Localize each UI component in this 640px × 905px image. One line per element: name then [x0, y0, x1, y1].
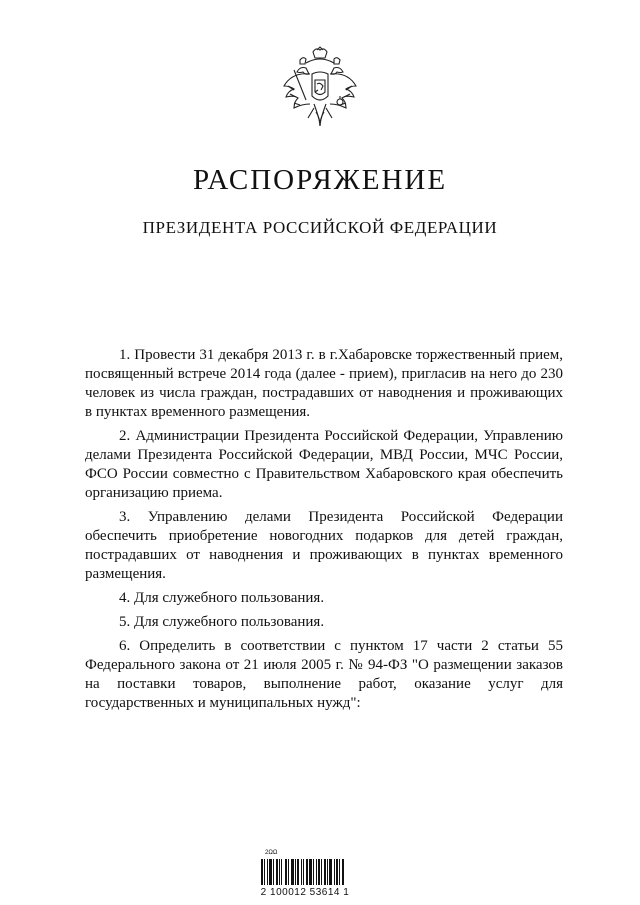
paragraph-2: 2. Администрации Президента Российской Федерации, Управлению делами Президента Российской Федерации, МВД России, МЧС России, ФСО России совместно с Правительством Хабаровского края обеспечить организацию приема. — [85, 428, 563, 501]
document-title: РАСПОРЯЖЕНИЕ — [192, 164, 448, 196]
paragraph-6: 6. Определить в соответствии с пунктом 17 части 2 статьи 55 Федерального закона от 21 июля 2005 г. № 94-ФЗ "О размещении заказов на поставки товаров, выполнение работ, оказание услуг для государственных и муниципальных нужд": — [85, 638, 563, 711]
barcode — [255, 850, 355, 898]
paragraph-4: 4. Для служебного пользования. — [119, 590, 325, 606]
barcode-top-text: 2ΩΩ — [265, 850, 278, 856]
barcode-bars — [261, 859, 349, 885]
coat-of-arms-icon — [280, 46, 360, 134]
paragraph-3: 3. Управлению делами Президента Российской Федерации обеспечить приобретение новогодних подарков для детей граждан, пострадавших от наводнения и проживающих в пунктах временного размещения. — [85, 509, 563, 582]
paragraph-5: 5. Для служебного пользования. — [119, 614, 325, 630]
barcode-number: 2 100012 53614 1 — [260, 887, 350, 898]
document-subtitle: ПРЕЗИДЕНТА РОССИЙСКОЙ ФЕДЕРАЦИИ — [142, 218, 498, 237]
paragraph-1: 1. Провести 31 декабря 2013 г. в г.Хабаровске торжественный прием, посвященный встрече 2014 года (далее - прием), пригласив на него до 230 человек из числа граждан, пострадавших от наводнения и проживающих в пунктах временного размещения. — [85, 347, 563, 420]
document-body — [85, 346, 563, 718]
